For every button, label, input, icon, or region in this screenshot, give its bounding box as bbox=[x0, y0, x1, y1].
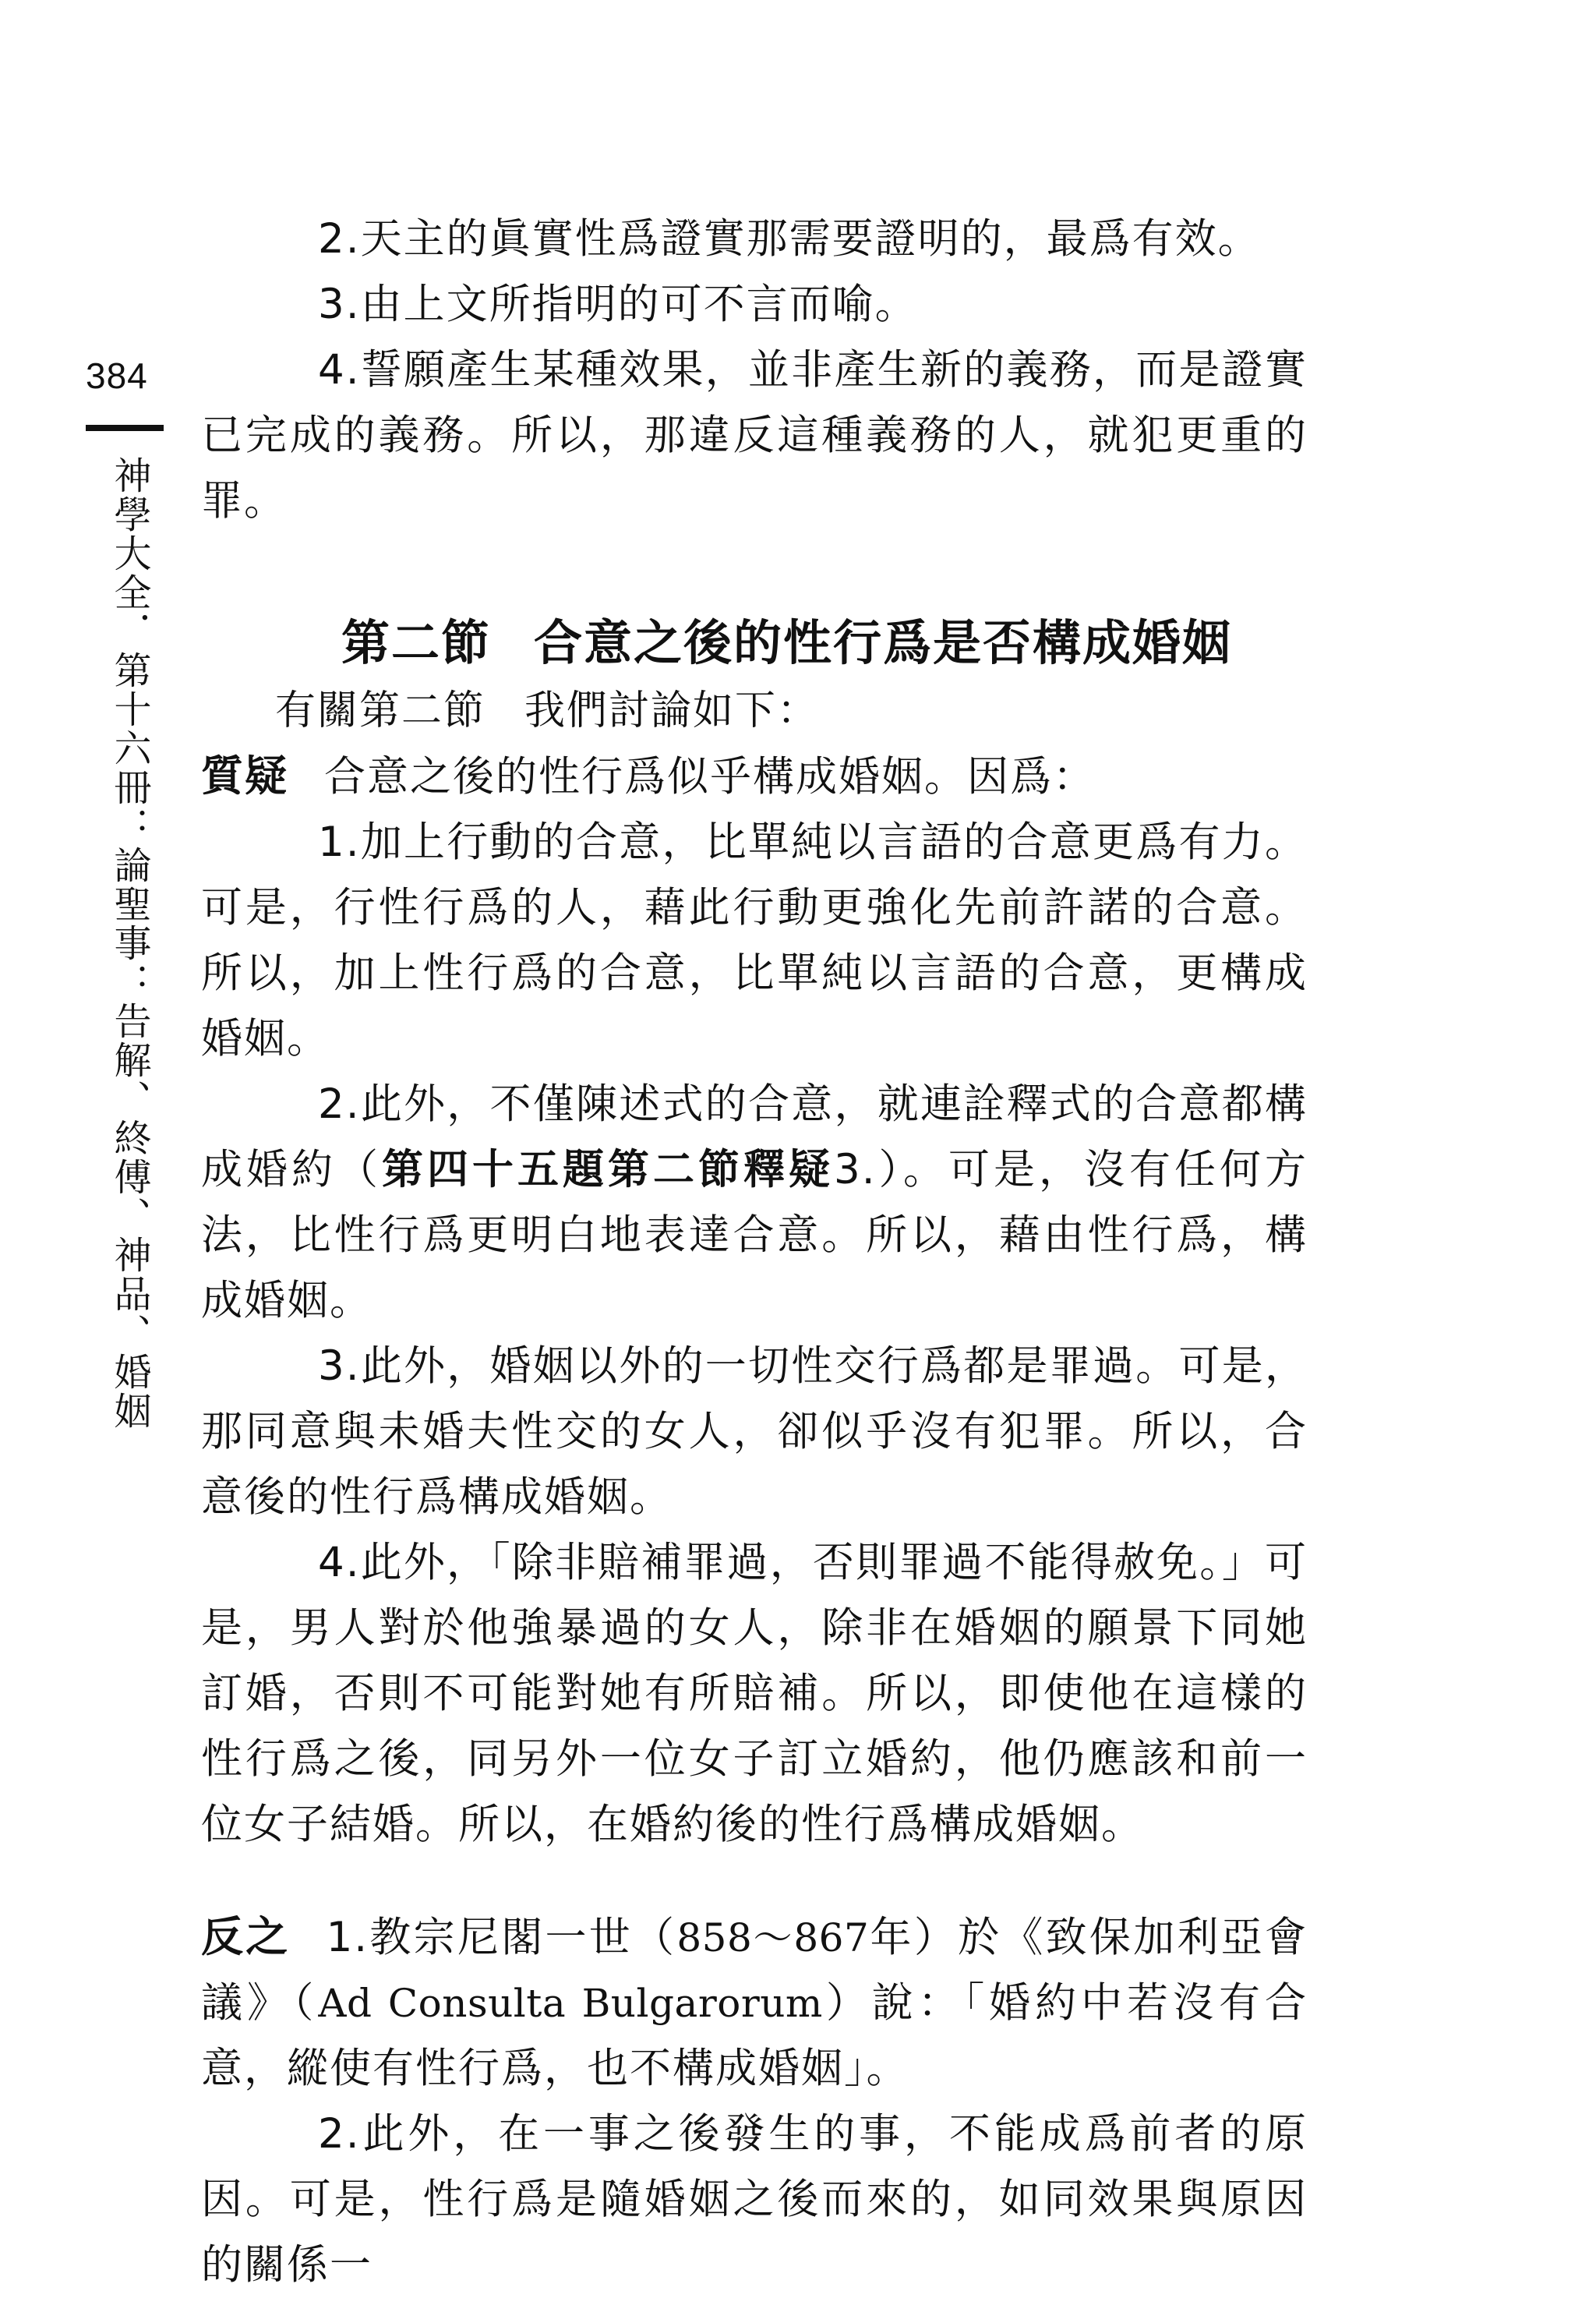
section-title: 合意之後的性行爲是否構成婚姻 bbox=[534, 614, 1233, 671]
section-intro bbox=[201, 678, 1308, 744]
section-number: 第二節 bbox=[341, 614, 492, 671]
objection-4: 4.此外，「除非賠補罪過，否則罪過不能得赦免。」可是，男人對於他強暴過的女人，除非在婚姻的願景下同她訂婚，否則不可能對她有所賠補。所以，即使他在這樣的性行爲之後，同另外一位女子訂立婚約，他仍應該和前一位女子結婚。所以，在婚約後的性行爲構成婚姻。 bbox=[201, 1539, 1308, 1848]
contrary-1-text-a: 1.教宗尼閣一世（ bbox=[326, 1914, 677, 1961]
objections-lead-text: 合意之後的性行爲似乎構成婚姻。因爲： bbox=[324, 753, 1096, 801]
section-heading bbox=[201, 608, 1308, 678]
objection-2-text-a: 2.此外，不僅陳述式的合意，就連詮釋式的合意都構成婚約（ bbox=[201, 1080, 1308, 1193]
objection-1: 1.加上行動的合意，比單純以言語的合意更爲有力。可是，行性行爲的人，藉此行動更強化先前許諾的合意。所以，加上性行爲的合意，比單純以言語的合意，更構成婚姻。 bbox=[201, 818, 1308, 1062]
objections-label: 質疑 bbox=[201, 751, 288, 801]
contrary-2: 2.此外，在一事之後發生的事，不能成爲前者的原因。可是，性行爲是隨婚姻之後而來的，如同效果與原因的關係一 bbox=[201, 2110, 1308, 2289]
running-book-title: 神學大全．第十六冊：論聖事：告解、終傅、神品、婚姻 bbox=[108, 456, 151, 1430]
objection-3: 3.此外，婚姻以外的一切性交行爲都是罪過。可是，那同意與未婚夫性交的女人，卻似乎沒有犯罪。所以，合意後的性行爲構成婚姻。 bbox=[201, 1342, 1308, 1521]
section-intro-b: 我們討論如下： bbox=[524, 688, 820, 734]
reply-paragraph-3: 3.由上文所指明的可不言而喻。 bbox=[318, 281, 918, 328]
objection-2 bbox=[201, 1072, 1308, 1334]
section-intro-a: 有關第二節 bbox=[275, 688, 486, 734]
paragraph-spacer bbox=[201, 1858, 1308, 1904]
contrary-1-latin-title: Ad Consulta Bulgarorum bbox=[318, 1981, 823, 2026]
contrary-1-years: 858～867 bbox=[676, 1915, 870, 1960]
objection-2-text-b: 3.）。可是，沒有任何方法，比性行爲更明白地表達合意。所以，藉由性行爲，構成婚姻。 bbox=[201, 1146, 1308, 1324]
contrary-1 bbox=[201, 1904, 1308, 2102]
contrary-1-text-c: ）說：「婚約中若沒有合意，縱使有性行爲，也不構成婚姻」。 bbox=[201, 1979, 1308, 2092]
reply-paragraph-4: 4.誓願產生某種效果，並非產生新的義務，而是證實已完成的義務。所以，那違反這種義務的人，就犯更重的罪。 bbox=[201, 346, 1308, 525]
body-text bbox=[201, 207, 1308, 2298]
reply-paragraph-2: 2.天主的眞實性爲證實那需要證明的，最爲有效。 bbox=[318, 215, 1261, 263]
objections-lead bbox=[201, 744, 1308, 810]
margin-rule bbox=[86, 425, 164, 431]
contrary-1-text-b: 年）於《致保加利亞會議》（ bbox=[201, 1914, 1308, 2027]
page-number: 384 bbox=[86, 355, 148, 396]
contrary-label: 反之 bbox=[201, 1912, 291, 1961]
objection-2-reference: 第四十五題第二節釋疑 bbox=[382, 1146, 834, 1193]
